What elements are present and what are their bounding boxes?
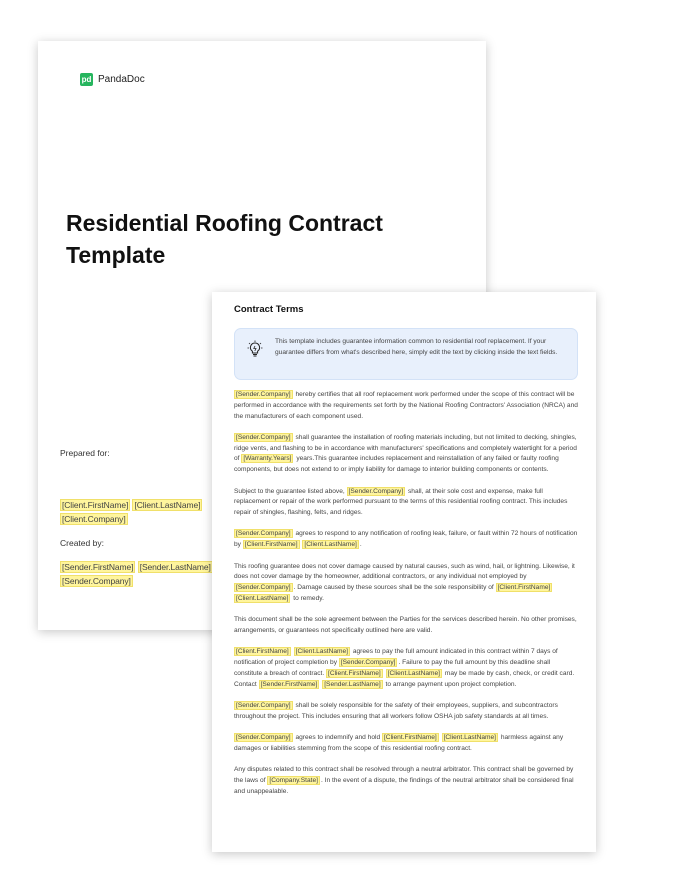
lightbulb-icon bbox=[247, 340, 263, 361]
sender-lastname-field[interactable]: [Sender.LastName] bbox=[139, 562, 211, 572]
merge-field-sender-company[interactable]: [Sender.Company] bbox=[236, 433, 291, 441]
merge-field-sender-firstname[interactable]: [Sender.FirstName] bbox=[260, 680, 318, 688]
section-title: Contract Terms bbox=[234, 304, 304, 315]
prepared-for-label: Prepared for: bbox=[60, 448, 110, 458]
paragraph-text: agrees to pay the full amount indicated in this contract within 7 days of notification of project completion by bbox=[234, 648, 558, 667]
pandadoc-logo bbox=[80, 73, 145, 86]
brand-name: PandaDoc bbox=[98, 74, 145, 85]
contract-paragraph bbox=[234, 487, 580, 519]
paragraph-text: years.This guarantee includes replacement and reinstallation of any failed or faulty roofing components, but does not extend to or imply liability for damage to interior building components or contents. bbox=[234, 455, 559, 474]
paragraph-text: This document shall be the sole agreement between the Parties for the services described herein. No other promises, arrangements, or guarantees not specifically outlined here are valid. bbox=[234, 616, 577, 635]
paragraph-text: . bbox=[359, 541, 362, 549]
paragraph-text: agrees to respond to any notification of roofing leak, failure, or fault within 72 hours of notification by bbox=[234, 530, 578, 549]
pandadoc-logo-icon: pd bbox=[81, 75, 92, 84]
merge-field-sender-company[interactable]: [Sender.Company] bbox=[236, 702, 291, 710]
merge-field-company-state[interactable]: [Company.State] bbox=[269, 777, 318, 785]
paragraph-text: shall guarantee the installation of roofing materials including, but not limited to decking, shingles, ridge vents, and flashing to be in accordance with manufacturers' specifications and completely watertight for a period of bbox=[234, 433, 577, 463]
contract-paragraph bbox=[234, 433, 580, 476]
paragraph-text: This roofing guarantee does not cover damage caused by natural causes, such as wind, hail, or lightning. Likewise, it does not cover damage by the homeowner, additional contractors, or any individual not employed by bbox=[234, 562, 575, 581]
document-title: Residential Roofing Contract Template bbox=[66, 210, 383, 268]
paragraph-text: to arrange payment upon project completion. bbox=[383, 680, 517, 688]
merge-field-warranty-years[interactable]: [Warranty.Years] bbox=[243, 455, 292, 463]
merge-field-sender-company[interactable]: [Sender.Company] bbox=[340, 659, 396, 667]
sender-firstname-field[interactable]: [Sender.FirstName] bbox=[62, 562, 134, 572]
paragraph-text: harmless against any damages or liabilities stemming from the scope of this residential roofing contract. bbox=[234, 734, 564, 752]
paragraph-text: shall be solely responsible for the safety of their employees, suppliers, and subcontractors throughout the project. This includes ensuring that all workers follow OSHA job safety standards at all times. bbox=[234, 702, 558, 720]
merge-field-client-lastname[interactable]: [Client.LastName] bbox=[304, 541, 357, 549]
merge-field-client-firstname[interactable]: [Client.FirstName] bbox=[383, 734, 437, 742]
sender-company-field[interactable]: [Sender.Company] bbox=[62, 576, 131, 586]
contract-paragraph bbox=[234, 615, 580, 637]
merge-field-client-firstname[interactable]: [Client.FirstName] bbox=[328, 669, 381, 677]
merge-field-sender-lastname[interactable]: [Sender.LastName] bbox=[324, 680, 381, 688]
contract-paragraph bbox=[234, 733, 580, 755]
merge-field-client-lastname[interactable]: [Client.LastName] bbox=[295, 648, 349, 656]
paragraph-text: to remedy. bbox=[291, 594, 324, 602]
paragraph-text: Subject to the guarantee listed above, bbox=[234, 487, 347, 495]
paragraph-text: . In the event of a dispute, the findings of the neutral arbitrator shall be considered final and unappealable. bbox=[234, 777, 574, 795]
created-by-fields bbox=[60, 560, 213, 588]
merge-field-sender-company[interactable]: [Sender.Company] bbox=[236, 734, 291, 742]
merge-field-client-lastname[interactable]: [Client.LastName] bbox=[236, 594, 289, 602]
client-company-field[interactable]: [Client.Company] bbox=[62, 514, 126, 524]
prepared-for-fields bbox=[60, 498, 202, 526]
callout-text: This template includes guarantee information common to residential roof replacement. If your guarantee differs from what's described here, simply edit the text by clicking inside the text fields. bbox=[275, 338, 558, 356]
paragraph-text: shall, at their sole cost and expense, make full replacement or repair of the work performed pursuant to the terms of this residential roofing contract. This includes repair of shingles, flashing, felts, and ridges. bbox=[234, 487, 568, 517]
created-by-label: Created by: bbox=[60, 538, 104, 548]
merge-field-sender-company[interactable]: [Sender.Company] bbox=[236, 530, 291, 538]
paragraph-text: . Damage caused by these sources shall be the sole responsibility of bbox=[293, 584, 496, 592]
paragraph-text: may be made by cash, check, or credit card. Contact bbox=[234, 669, 575, 688]
merge-field-sender-company[interactable]: [Sender.Company] bbox=[236, 584, 291, 592]
merge-field-sender-company[interactable]: [Sender.Company] bbox=[348, 487, 404, 495]
merge-field-client-firstname[interactable]: [Client.FirstName] bbox=[497, 584, 551, 592]
contract-terms-page bbox=[212, 292, 596, 852]
merge-field-client-lastname[interactable]: [Client.LastName] bbox=[443, 734, 496, 742]
info-callout bbox=[234, 328, 578, 380]
contract-paragraph bbox=[234, 562, 580, 605]
merge-field-client-firstname[interactable]: [Client.FirstName] bbox=[244, 541, 298, 549]
contract-paragraph bbox=[234, 701, 580, 723]
contract-paragraph bbox=[234, 390, 580, 422]
contract-paragraph bbox=[234, 765, 580, 797]
paragraph-text: agrees to indemnify and hold bbox=[293, 734, 382, 742]
merge-field-client-lastname[interactable]: [Client.LastName] bbox=[387, 669, 441, 677]
contract-paragraph bbox=[234, 529, 580, 551]
merge-field-sender-company[interactable]: [Sender.Company] bbox=[236, 391, 291, 398]
contract-paragraph bbox=[234, 647, 580, 690]
paragraph-text: Any disputes related to this contract shall be resolved through a neutral arbitrator. This contract shall be governed by the laws of bbox=[234, 766, 574, 785]
paragraph-text: . Failure to pay the full amount by this deadline shall constitute a breach of contract. bbox=[234, 659, 551, 677]
client-firstname-field[interactable]: [Client.FirstName] bbox=[62, 500, 129, 510]
contract-body bbox=[234, 390, 580, 808]
merge-field-client-firstname[interactable]: [Client.FirstName] bbox=[236, 648, 289, 656]
client-lastname-field[interactable]: [Client.LastName] bbox=[134, 500, 201, 510]
paragraph-text: hereby certifies that all roof replacement work performed under the scope of this contract will be performed in accordance with the requirements set forth by the National Roofing Contractors' Association (NRCA) and the manufacturers of each component used. bbox=[234, 391, 578, 420]
